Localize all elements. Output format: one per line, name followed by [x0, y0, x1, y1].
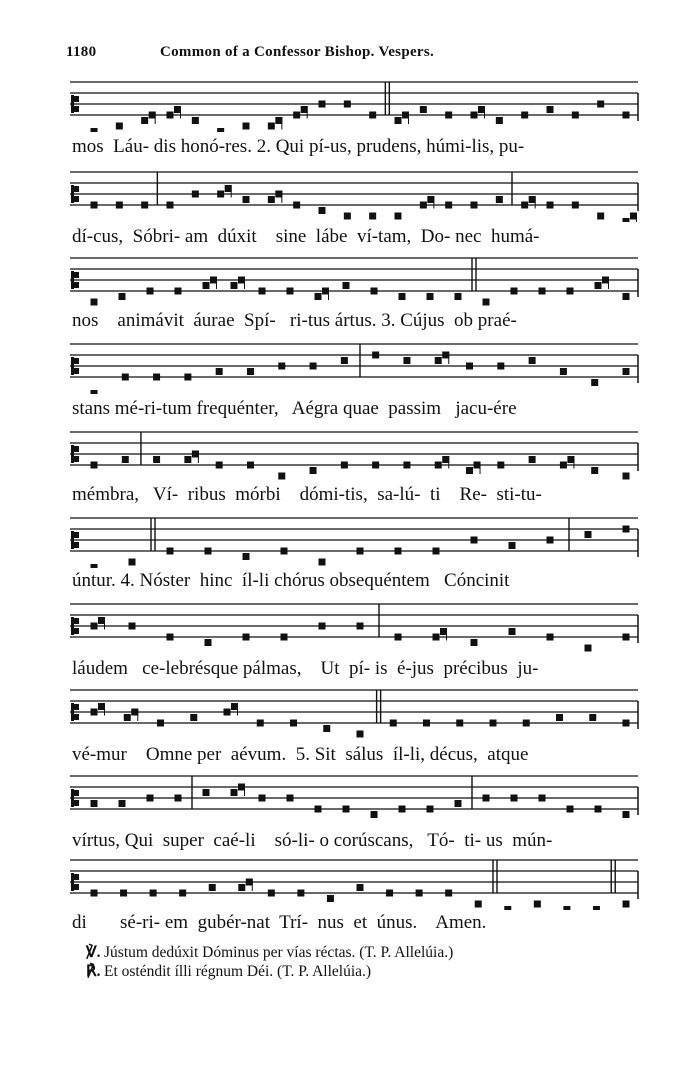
- neume-note: [591, 467, 598, 474]
- neume-note: [129, 623, 136, 630]
- lyrics-line: vé-mur Omne per aévum. 5. Sit sálus íl-li, décus, atque: [72, 744, 529, 765]
- c-clef: [71, 271, 74, 289]
- neume-note: [209, 884, 216, 891]
- c-clef-upper: [74, 618, 79, 624]
- neume-note: [547, 106, 554, 113]
- neume-note: [357, 623, 364, 630]
- neume-note: [131, 709, 138, 716]
- neume-note: [203, 282, 210, 289]
- neume-note: [435, 462, 442, 469]
- versicles: [86, 943, 453, 981]
- c-clef-upper: [74, 790, 79, 796]
- neume-note: [153, 456, 160, 463]
- neume-note: [190, 714, 197, 721]
- neume-note: [116, 123, 123, 130]
- neume-note: [344, 101, 351, 108]
- neume-note: [319, 101, 326, 108]
- c-clef-upper: [74, 272, 79, 278]
- neume-note: [184, 456, 191, 463]
- neume-note: [167, 202, 174, 209]
- neume-note: [141, 117, 148, 124]
- neume-note: [471, 112, 478, 119]
- neume-note: [547, 634, 554, 641]
- neume-note: [372, 462, 379, 469]
- music-staff: [0, 680, 673, 740]
- neume-note: [259, 288, 266, 295]
- neume-note: [323, 725, 330, 732]
- neume-note: [585, 645, 592, 652]
- neume-note: [341, 357, 348, 364]
- neume-note: [217, 128, 224, 132]
- c-clef-lower: [74, 456, 79, 462]
- c-clef-lower: [74, 542, 79, 548]
- neume-note: [357, 548, 364, 555]
- c-clef: [71, 185, 74, 203]
- neume-note: [445, 112, 452, 119]
- neume-note: [217, 191, 224, 198]
- neume-note: [523, 720, 530, 727]
- neume-note: [585, 531, 592, 538]
- neume-note: [243, 123, 250, 130]
- neume-note: [547, 202, 554, 209]
- neume-note: [369, 112, 376, 119]
- chant-system: [0, 508, 673, 592]
- neume-note: [91, 623, 98, 630]
- c-clef-lower: [74, 106, 79, 112]
- chant-system: [0, 162, 673, 246]
- neume-note: [116, 202, 123, 209]
- neume-note: [175, 288, 182, 295]
- neume-note: [445, 890, 452, 897]
- neume-note: [442, 352, 449, 359]
- neume-note: [563, 906, 570, 910]
- neume-note: [496, 196, 503, 203]
- neume-note: [509, 542, 516, 549]
- neume-note: [399, 293, 406, 300]
- neume-note: [496, 117, 503, 124]
- neume-note: [231, 703, 238, 710]
- neume-note: [257, 720, 264, 727]
- neume-note: [471, 639, 478, 646]
- neume-note: [224, 709, 231, 716]
- neume-note: [319, 207, 326, 214]
- neume-note: [597, 101, 604, 108]
- neume-note: [129, 559, 136, 566]
- neume-note: [427, 196, 434, 203]
- neume-note: [246, 879, 253, 886]
- neume-note: [205, 639, 212, 646]
- neume-note: [423, 720, 430, 727]
- neume-note: [91, 564, 98, 568]
- chant-system: [0, 334, 673, 418]
- neume-note: [597, 213, 604, 220]
- chant-system: [0, 850, 673, 934]
- neume-note: [433, 634, 440, 641]
- response-symbol: ℟.: [86, 963, 101, 980]
- neume-note: [184, 374, 191, 381]
- neume-note: [238, 884, 245, 891]
- neume-note: [403, 462, 410, 469]
- lyrics-line: stans mé-ri-tum frequénter, Aégra quae passim jacu-ére: [72, 398, 517, 419]
- neume-note: [167, 548, 174, 555]
- c-clef: [71, 357, 74, 375]
- neume-note: [268, 890, 275, 897]
- neume-note: [297, 890, 304, 897]
- neume-note: [319, 623, 326, 630]
- neume-note: [278, 363, 285, 370]
- neume-note: [521, 202, 528, 209]
- versicle-text: Jústum dedúxit Dóminus per vías réctas. (T. P. Allelúia.): [104, 944, 454, 961]
- neume-note: [225, 185, 232, 192]
- c-clef-lower: [74, 714, 79, 720]
- c-clef: [71, 95, 74, 113]
- neume-note: [595, 282, 602, 289]
- music-staff: [0, 508, 673, 568]
- neume-note: [560, 462, 567, 469]
- versicle-line: [86, 943, 453, 962]
- neume-note: [275, 117, 282, 124]
- music-staff: [0, 594, 673, 654]
- neume-note: [623, 901, 630, 908]
- neume-note: [281, 634, 288, 641]
- c-clef-upper: [74, 358, 79, 364]
- neume-note: [390, 720, 397, 727]
- neume-note: [290, 720, 297, 727]
- neume-note: [287, 795, 294, 802]
- neume-note: [403, 357, 410, 364]
- neume-note: [442, 456, 449, 463]
- neume-note: [427, 806, 434, 813]
- neume-note: [474, 462, 481, 469]
- neume-note: [344, 213, 351, 220]
- neume-note: [455, 800, 462, 807]
- neume-note: [205, 548, 212, 555]
- neume-note: [91, 390, 98, 394]
- neume-note: [471, 537, 478, 544]
- page-header: [66, 44, 606, 68]
- neume-note: [511, 288, 518, 295]
- neume-note: [310, 467, 317, 474]
- neume-note: [238, 277, 245, 284]
- neume-note: [395, 117, 402, 124]
- c-clef: [71, 617, 74, 635]
- neume-note: [521, 112, 528, 119]
- c-clef-upper: [74, 96, 79, 102]
- neume-note: [416, 890, 423, 897]
- neume-note: [153, 374, 160, 381]
- neume-note: [471, 202, 478, 209]
- neume-note: [231, 789, 238, 796]
- neume-note: [91, 890, 98, 897]
- chant-system: [0, 422, 673, 506]
- chant-system: [0, 680, 673, 764]
- lyrics-line: dí-cus, Sóbri- am dúxit sine lábe ví-tam, Do- nec humá-: [72, 226, 540, 247]
- neume-note: [293, 202, 300, 209]
- neume-note: [466, 467, 473, 474]
- neume-note: [167, 634, 174, 641]
- neume-note: [475, 901, 482, 908]
- c-clef-upper: [74, 532, 79, 538]
- neume-note: [529, 456, 536, 463]
- neume-note: [210, 277, 217, 284]
- neume-note: [147, 288, 154, 295]
- neume-note: [120, 890, 127, 897]
- neume-note: [315, 806, 322, 813]
- neume-note: [369, 213, 376, 220]
- neume-note: [539, 795, 546, 802]
- neume-note: [238, 784, 245, 791]
- neume-note: [395, 548, 402, 555]
- chant-system: [0, 72, 673, 156]
- neume-note: [268, 196, 275, 203]
- neume-note: [402, 112, 409, 119]
- music-staff: [0, 422, 673, 482]
- neume-note: [602, 277, 609, 284]
- neume-note: [91, 462, 98, 469]
- neume-note: [509, 628, 516, 635]
- c-clef-upper: [74, 874, 79, 880]
- neume-note: [623, 112, 630, 119]
- neume-note: [455, 293, 462, 300]
- neume-note: [623, 293, 630, 300]
- neume-note: [301, 106, 308, 113]
- neume-note: [124, 714, 131, 721]
- c-clef: [71, 789, 74, 807]
- neume-note: [623, 218, 630, 222]
- neume-note: [630, 213, 637, 220]
- neume-note: [589, 714, 596, 721]
- neume-note: [435, 357, 442, 364]
- neume-note: [192, 117, 199, 124]
- c-clef-upper: [74, 704, 79, 710]
- neume-note: [504, 906, 511, 910]
- neume-note: [310, 363, 317, 370]
- c-clef-lower: [74, 282, 79, 288]
- neume-note: [567, 288, 574, 295]
- lyrics-line: láudem ce-lebrésque pálmas, Ut pí- is é-jus précibus ju-: [72, 658, 539, 679]
- neume-note: [623, 720, 630, 727]
- neume-note: [216, 462, 223, 469]
- page-number: 1180: [66, 44, 97, 60]
- neume-note: [420, 202, 427, 209]
- chant-system: [0, 766, 673, 850]
- lyrics-line: vírtus, Qui super caé-li só-li- o corúscans, Tó- ti- us mún-: [72, 830, 553, 851]
- neume-note: [319, 559, 326, 566]
- lyrics-line: nos animávit áurae Spí- ri-tus ártus. 3. Cújus ob praé-: [72, 310, 517, 331]
- neume-note: [572, 112, 579, 119]
- neume-note: [243, 634, 250, 641]
- music-staff: [0, 850, 673, 910]
- neume-note: [623, 473, 630, 480]
- c-clef-lower: [74, 628, 79, 634]
- music-staff: [0, 766, 673, 826]
- neume-note: [483, 299, 490, 306]
- neume-note: [567, 456, 574, 463]
- neume-note: [216, 368, 223, 375]
- c-clef-lower: [74, 196, 79, 202]
- neume-note: [91, 202, 98, 209]
- lyrics-line: úntur. 4. Nóster hinc íl-li chórus obsequéntem Cóncinit: [72, 570, 510, 591]
- c-clef: [71, 531, 74, 549]
- neume-note: [192, 451, 199, 458]
- neume-note: [539, 288, 546, 295]
- neume-note: [572, 202, 579, 209]
- neume-note: [231, 282, 238, 289]
- running-title: Common of a Confessor Bishop. Vespers.: [160, 44, 435, 60]
- neume-note: [371, 811, 378, 818]
- neume-note: [343, 282, 350, 289]
- neume-note: [174, 106, 181, 113]
- neume-note: [175, 795, 182, 802]
- music-staff: [0, 248, 673, 308]
- neume-note: [147, 795, 154, 802]
- c-clef-lower: [74, 884, 79, 890]
- neume-note: [560, 368, 567, 375]
- neume-note: [395, 634, 402, 641]
- neume-note: [91, 128, 98, 132]
- neume-note: [119, 293, 126, 300]
- neume-note: [268, 123, 275, 130]
- c-clef-upper: [74, 186, 79, 192]
- neume-note: [427, 293, 434, 300]
- neume-note: [623, 811, 630, 818]
- neume-note: [529, 357, 536, 364]
- neume-note: [623, 526, 630, 533]
- chant-system: [0, 594, 673, 678]
- neume-note: [623, 368, 630, 375]
- neume-note: [497, 363, 504, 370]
- c-clef: [71, 703, 74, 721]
- neume-note: [259, 795, 266, 802]
- neume-note: [623, 634, 630, 641]
- neume-note: [341, 462, 348, 469]
- neume-note: [243, 553, 250, 560]
- neume-note: [192, 191, 199, 198]
- neume-note: [157, 720, 164, 727]
- c-clef: [71, 445, 74, 463]
- neume-note: [278, 473, 285, 480]
- neume-note: [595, 806, 602, 813]
- neume-note: [243, 196, 250, 203]
- neume-note: [456, 720, 463, 727]
- c-clef: [71, 873, 74, 891]
- neume-note: [372, 352, 379, 359]
- music-staff: [0, 334, 673, 394]
- neume-note: [315, 293, 322, 300]
- music-staff: [0, 162, 673, 222]
- versicle-symbol: ℣.: [86, 944, 101, 961]
- neume-note: [371, 288, 378, 295]
- neume-note: [556, 714, 563, 721]
- neume-note: [322, 288, 329, 295]
- neume-note: [287, 288, 294, 295]
- neume-note: [399, 806, 406, 813]
- neume-note: [478, 106, 485, 113]
- response-text: Et osténdit ílli régnum Déi. (T. P. Allelúia.): [104, 963, 372, 980]
- neume-note: [91, 299, 98, 306]
- neume-note: [591, 379, 598, 386]
- neume-note: [203, 789, 210, 796]
- neume-note: [433, 548, 440, 555]
- neume-note: [420, 106, 427, 113]
- neume-note: [593, 906, 600, 910]
- c-clef-upper: [74, 446, 79, 452]
- neume-note: [122, 374, 129, 381]
- neume-note: [386, 890, 393, 897]
- lyrics-line: mos Láu- dis honó-res. 2. Qui pí-us, prudens, húmi-lis, pu-: [72, 136, 525, 157]
- neume-note: [275, 191, 282, 198]
- music-staff: [0, 72, 673, 132]
- lyrics-line: mémbra, Ví- ribus mórbi dómi-tis, sa-lú- ti Re- sti-tu-: [72, 484, 542, 505]
- neume-note: [179, 890, 186, 897]
- neume-note: [357, 731, 364, 738]
- neume-note: [567, 806, 574, 813]
- neume-note: [497, 462, 504, 469]
- response-line: [86, 962, 453, 981]
- lyrics-line: di sé-ri- em gubér-nat Trí- nus et únus. Amen.: [72, 912, 487, 933]
- neume-note: [440, 628, 447, 635]
- neume-note: [98, 703, 105, 710]
- neume-note: [529, 196, 536, 203]
- neume-note: [119, 800, 126, 807]
- neume-note: [141, 202, 148, 209]
- neume-note: [343, 806, 350, 813]
- neume-note: [149, 112, 156, 119]
- neume-note: [534, 901, 541, 908]
- neume-note: [150, 890, 157, 897]
- c-clef-lower: [74, 800, 79, 806]
- neume-note: [91, 800, 98, 807]
- neume-note: [445, 202, 452, 209]
- neume-note: [247, 462, 254, 469]
- neume-note: [247, 368, 254, 375]
- neume-note: [357, 884, 364, 891]
- neume-note: [466, 363, 473, 370]
- neume-note: [167, 112, 174, 119]
- neume-note: [281, 548, 288, 555]
- neume-note: [91, 709, 98, 716]
- neume-note: [98, 617, 105, 624]
- neume-note: [327, 895, 334, 902]
- chant-system: [0, 248, 673, 332]
- neume-note: [122, 456, 129, 463]
- neume-note: [547, 537, 554, 544]
- neume-note: [293, 112, 300, 119]
- neume-note: [395, 213, 402, 220]
- neume-note: [483, 795, 490, 802]
- c-clef-lower: [74, 368, 79, 374]
- neume-note: [511, 795, 518, 802]
- neume-note: [490, 720, 497, 727]
